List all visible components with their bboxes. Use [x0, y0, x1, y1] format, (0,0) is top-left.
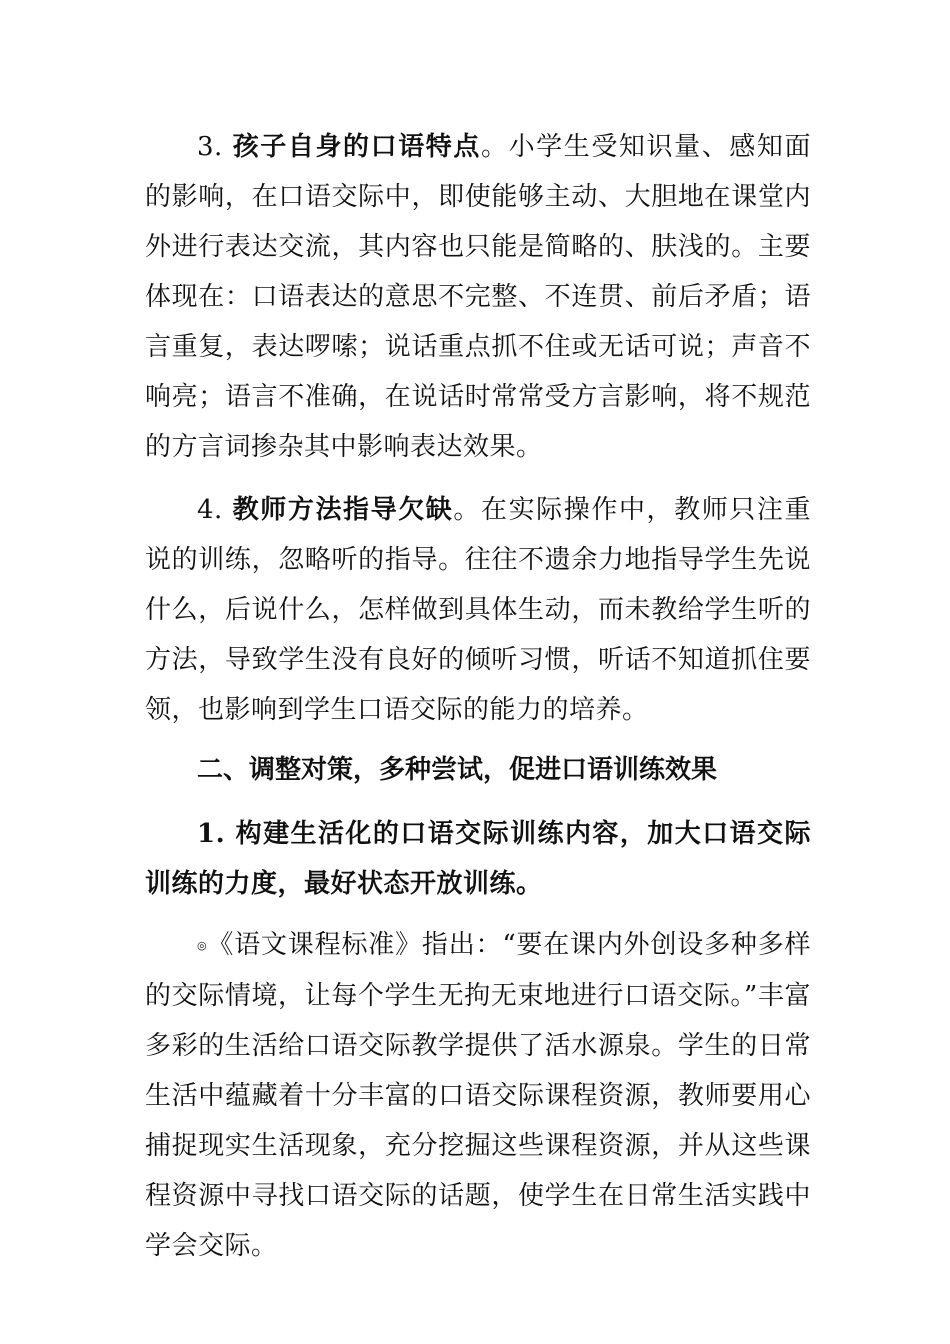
section-4-title: 教师方法指导欠缺 — [232, 495, 454, 525]
section-4-number: 4. — [197, 495, 233, 525]
section-3-title: 孩子自身的口语特点 — [232, 132, 481, 162]
subheading-1: 1. 构建生活化的口语交际训练内容，加大口语交际训练的力度，最好状态开放训练。 — [145, 819, 811, 899]
section-3-number: 3. — [197, 132, 233, 162]
section-4-body: 。在实际操作中，教师只注重说的训练，忽略听的指导。往往不遗余力地指导学生先说什么，后说什么，怎样做到具体生动，而未教给学生听的方法，导致学生没有良好的倾听习惯，听话不知道抓住要领，也影响到学生口语交际的能力的培养。 — [145, 495, 811, 725]
paragraph-mark-icon: ◎ — [197, 939, 208, 952]
paragraph-3 — [145, 122, 811, 472]
quote-paragraph — [145, 920, 811, 1271]
paragraph-4 — [145, 485, 811, 735]
section-3-body: 。小学生受知识量、感知面的影响，在口语交际中，即使能够主动、大胆地在课堂内外进行表达交流，其内容也只能是简略的、肤浅的。主要体现在：口语表达的意思不完整、不连贯、前后矛盾；语言重复，表达啰嗦；说话重点抓不住或无话可说；声音不响亮；语言不准确，在说话时常常受方言影响，将不规范的方言词掺杂其中影响表达效果。 — [145, 132, 811, 462]
quote-paragraph-text: 《语文课程标准》指出：“要在课内外创设多种多样的交际情境，让每个学生无拘无束地进行口语交际。”丰富多彩的生活给口语交际教学提供了活水源泉。学生的日常生活中蕴藏着十分丰富的口语交际课程资源，教师要用心捕捉现实生活现象，充分挖掘这些课程资源，并从这些课程资源中寻找口语交际的话题，使学生在日常生活实践中学会交际。 — [145, 930, 811, 1261]
section-heading-2: 二、调整对策，多种尝试，促进口语训练效果 — [197, 755, 718, 785]
